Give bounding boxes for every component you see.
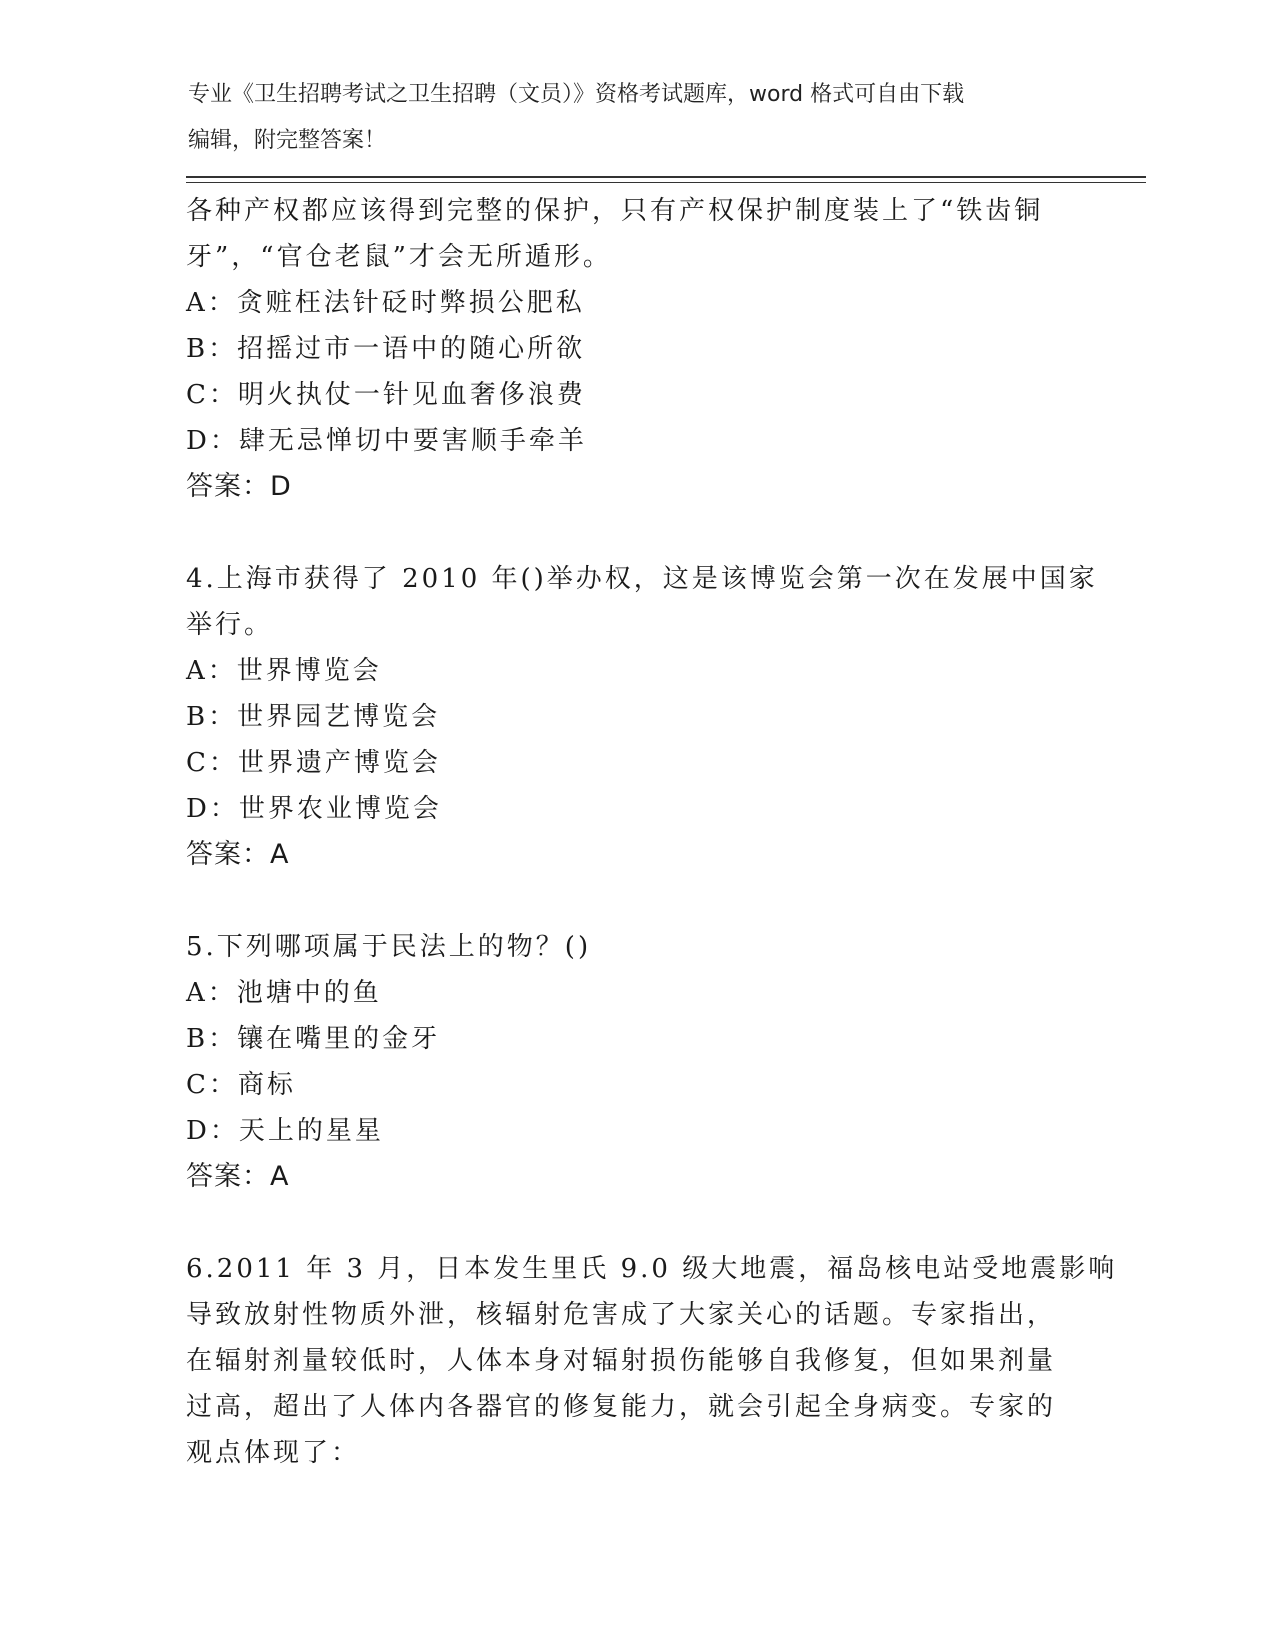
question-stem-line: 各种产权都应该得到完整的保护，只有产权保护制度装上了“铁齿铜 [186, 196, 1044, 226]
spacer [186, 878, 1086, 924]
option-c: C：明火执仗一针见血奢侈浪费 [186, 380, 586, 410]
option-a: A：池塘中的鱼 [186, 978, 382, 1008]
question-4 [186, 556, 1098, 878]
question-stem-line: 牙”，“官仓老鼠”才会无所遁形。 [186, 242, 612, 272]
question-stem-line: 观点体现了： [186, 1438, 361, 1468]
question-stem-line: 6.2011 年 3 月，日本发生里氏 9.0 级大地震，福岛核电站受地震影响 [186, 1254, 1118, 1284]
option-d: D：世界农业博览会 [186, 794, 442, 824]
question-stem-line: 4.上海市获得了 2010 年()举办权，这是该博览会第一次在发展中国家 [186, 564, 1098, 594]
option-b: B：招摇过市一语中的随心所欲 [186, 334, 586, 364]
question-body [186, 188, 1118, 1476]
question-stem-line: 在辐射剂量较低时，人体本身对辐射损伤能够自我修复，但如果剂量 [186, 1346, 1057, 1376]
option-c: C：商标 [186, 1070, 296, 1100]
answer-text: 答案：A [186, 839, 290, 870]
option-b: B：世界园艺博览会 [186, 702, 441, 732]
option-d: D：天上的星星 [186, 1116, 384, 1146]
option-b: B：镶在嘴里的金牙 [186, 1024, 441, 1054]
question-3 [186, 188, 1086, 510]
header-divider-thick [186, 176, 1146, 178]
header-divider-thin [186, 182, 1146, 183]
question-stem-line: 过高，超出了人体内各器官的修复能力，就会引起全身病变。专家的 [186, 1392, 1057, 1422]
question-stem-line: 5.下列哪项属于民法上的物？() [186, 932, 592, 962]
header-line-1: 专业《卫生招聘考试之卫生招聘（文员）》资格考试题库，word 格式可自由下载 [188, 82, 965, 107]
option-d: D：肆无忌惮切中要害顺手牵羊 [186, 426, 587, 456]
answer-text: 答案：A [186, 1161, 290, 1192]
header-line-2: 编辑，附完整答案！ [188, 128, 387, 153]
option-a: A：贪赃枉法针砭时弊损公肥私 [186, 288, 585, 318]
spacer [186, 1200, 1086, 1246]
answer-text: 答案：D [186, 471, 292, 502]
question-6 [186, 1246, 1118, 1476]
spacer [186, 510, 1086, 556]
document-header [188, 72, 1088, 164]
option-c: C：世界遗产博览会 [186, 748, 441, 778]
question-stem-line: 导致放射性物质外泄，核辐射危害成了大家关心的话题。专家指出， [186, 1300, 1057, 1330]
option-a: A：世界博览会 [186, 656, 382, 686]
question-5 [186, 924, 1086, 1200]
question-stem-line: 举行。 [186, 610, 274, 640]
